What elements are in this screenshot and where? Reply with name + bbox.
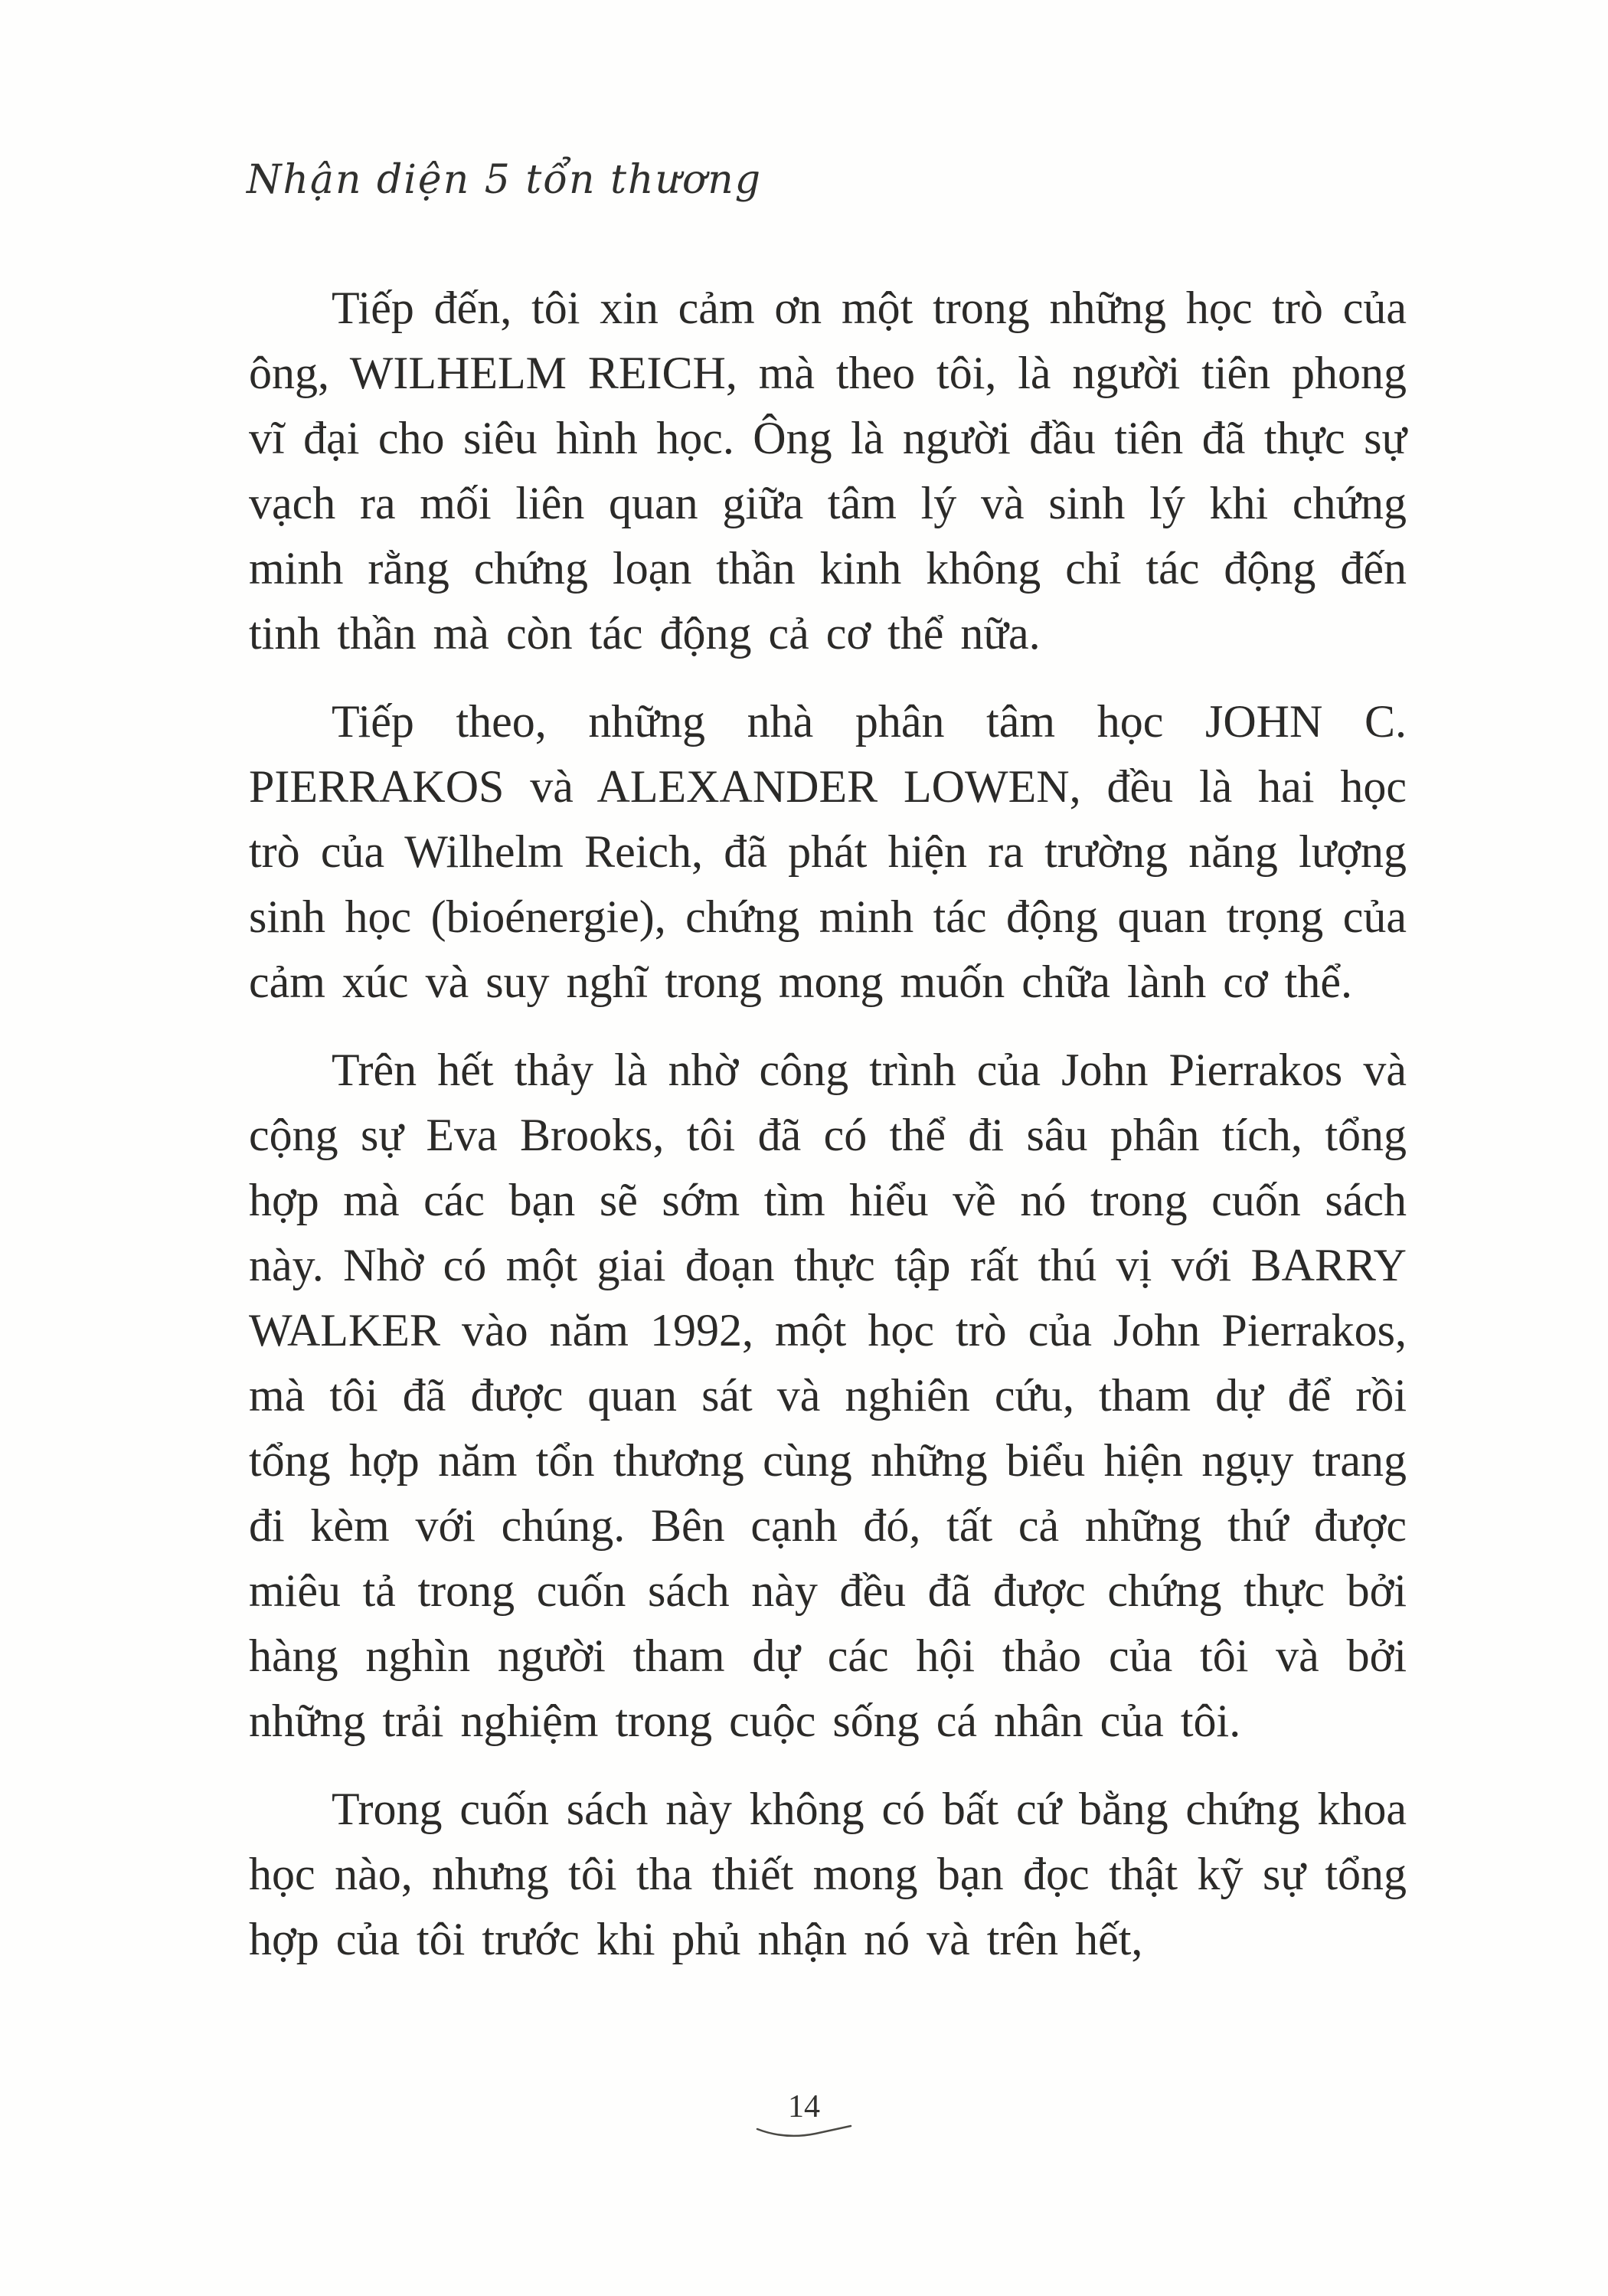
body-text [249,276,1407,1995]
page-footer [0,2091,1608,2141]
page-number-flourish-icon [754,2124,854,2141]
paragraph: Trong cuốn sách này không có bất cứ bằng chứng khoa học nào, nhưng tôi tha thiết mong bạn đọc thật kỹ sự tổng hợp của tôi trước khi phủ nhận nó và trên hết, [249,1784,1407,1964]
paragraph: Tiếp theo, những nhà phân tâm học JOHN C. PIERRAKOS và ALEXANDER LOWEN, đều là hai học trò của Wilhelm Reich, đã phát hiện ra trường năng lượng sinh học (bioénergie), chứng minh tác động quan trọng của cảm xúc và suy nghĩ trong mong muốn chữa lành cơ thể. [249,696,1407,1007]
page-number: 14 [788,2089,820,2124]
running-header-title: Nhận diện 5 tổn thương [247,157,763,203]
paragraph: Trên hết thảy là nhờ công trình của John Pierrakos và cộng sự Eva Brooks, tôi đã có thể đi sâu phân tích, tổng hợp mà các bạn sẽ sớm tìm hiểu về nó trong cuốn sách này. Nhờ có một giai đoạn thực tập rất thú vị với BARRY WALKER vào năm 1992, một học trò của John Pierrakos, mà tôi đã được quan sát và nghiên cứu, tham dự để rồi tổng hợp năm tổn thương cùng những biểu hiện ngụy trang đi kèm với chúng. Bên cạnh đó, tất cả những thứ được miêu tả trong cuốn sách này đều đã được chứng thực bởi hàng nghìn người tham dự các hội thảo của tôi và bởi những trải nghiệm trong cuộc sống cá nhân của tôi. [249,1045,1407,1746]
paragraph: Tiếp đến, tôi xin cảm ơn một trong những học trò của ông, WILHELM REICH, mà theo tôi, là người tiên phong vĩ đại cho siêu hình học. Ông là người đầu tiên đã thực sự vạch ra mối liên quan giữa tâm lý và sinh lý khi chứng minh rằng chứng loạn thần kinh không chỉ tác động đến tinh thần mà còn tác động cả cơ thể nữa. [249,283,1407,659]
